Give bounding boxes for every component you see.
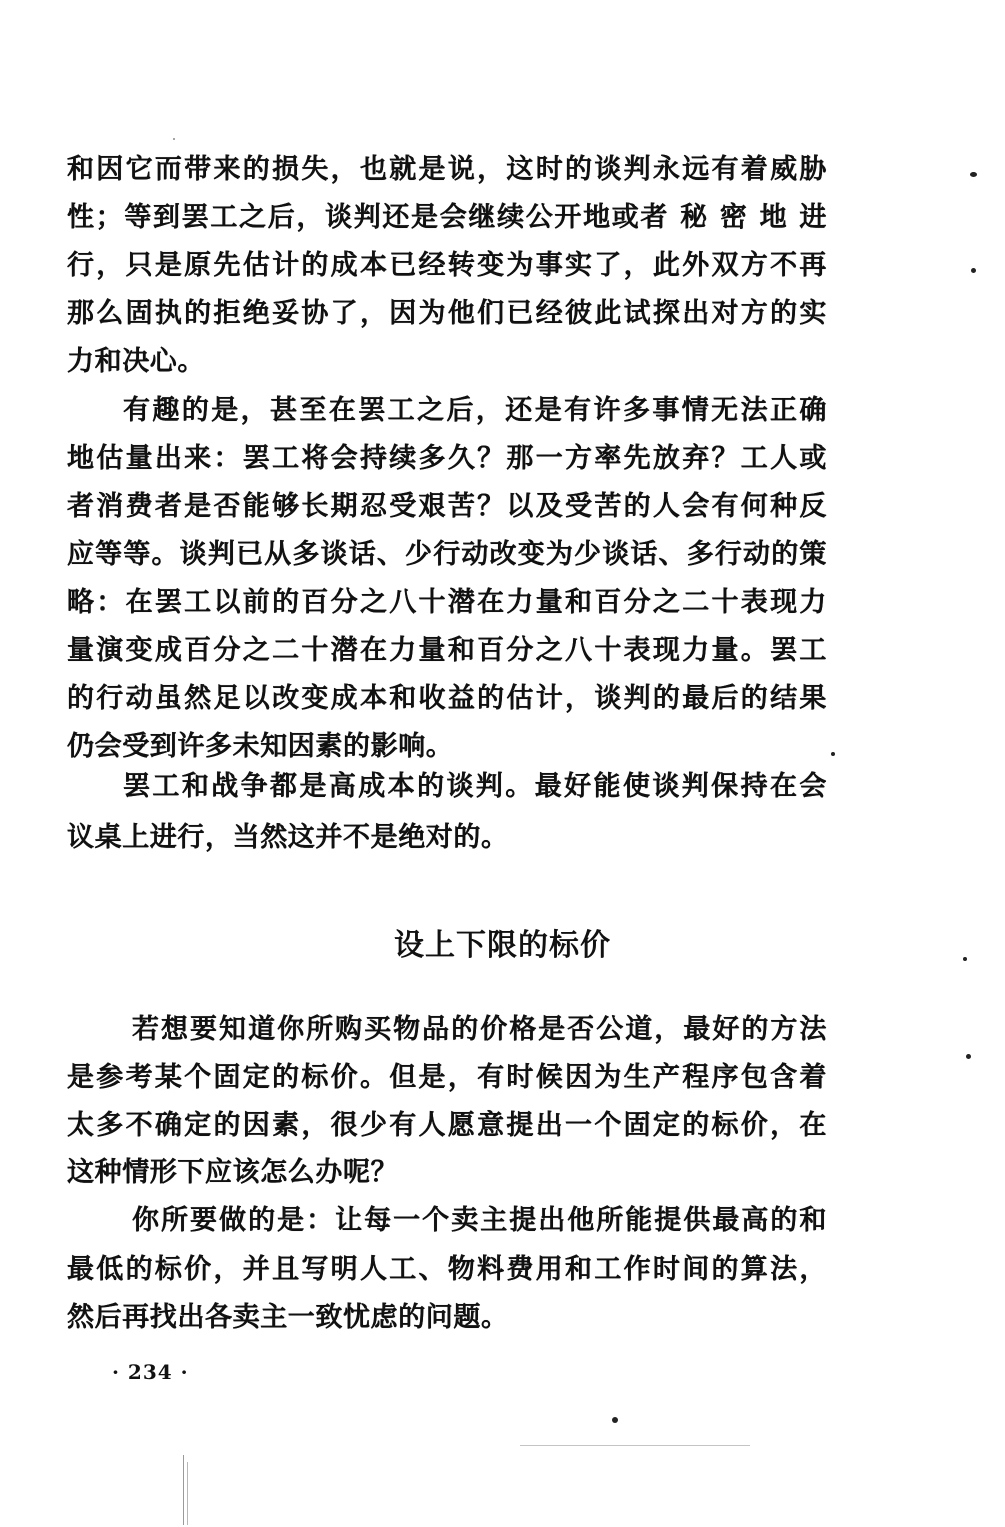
text-line: 应等等。谈判已从多谈话、少行动改变为少谈话、多行动的策	[67, 539, 827, 570]
text-line: 行，只是原先估计的成本已经转变为事实了，此外双方不再	[67, 250, 827, 281]
text-line: 力和决心。	[67, 346, 205, 377]
text-line: 太多不确定的因素，很少有人愿意提出一个固定的标价，在	[67, 1110, 827, 1141]
section-heading: 设上下限的标价	[394, 928, 611, 963]
scan-artifact-line	[183, 1455, 184, 1525]
text-line: 性；等到罢工之后，谈判还是会继续公开地或者 秘 密 地 进	[67, 202, 827, 233]
page-number: · 234 ·	[112, 1360, 189, 1384]
text-line: 略：在罢工以前的百分之八十潜在力量和百分之二十表现力	[67, 587, 827, 618]
text-line: 这种情形下应该怎么办呢？	[67, 1157, 399, 1188]
text-line: 地估量出来：罢工将会持续多久？那一方率先放弃？工人或	[67, 443, 827, 474]
text-line: 然后再找出各卖主一致忧虑的问题。	[67, 1302, 509, 1333]
text-line: 仍会受到许多未知因素的影响。	[67, 731, 454, 762]
text-line: 罢工和战争都是高成本的谈判。最好能使谈判保持在会	[123, 771, 827, 802]
text-line: 量演变成百分之二十潜在力量和百分之八十表现力量。罢工	[67, 635, 827, 666]
scan-speck	[612, 1417, 618, 1423]
text-line: 若想要知道你所购买物品的价格是否公道，最好的方法	[132, 1014, 827, 1045]
text-line: 议桌上进行，当然这并不是绝对的。	[67, 822, 509, 853]
scan-speck	[963, 957, 967, 961]
text-line: 有趣的是，甚至在罢工之后，还是有许多事情无法正确	[123, 395, 827, 426]
text-line: 那么固执的拒绝妥协了，因为他们已经彼此试探出对方的实	[67, 298, 827, 329]
scan-speck	[970, 172, 977, 177]
text-line: 和因它而带来的损失，也就是说，这时的谈判永远有着威胁	[67, 154, 827, 185]
scan-speck	[966, 1054, 971, 1059]
scan-speck	[971, 268, 976, 273]
scan-speck	[831, 752, 835, 756]
text-line: 最低的标价，并且写明人工、物料费用和工作时间的算法，	[67, 1254, 827, 1285]
text-line: 是参考某个固定的标价。但是，有时候因为生产程序包含着	[67, 1062, 827, 1093]
text-line: 的行动虽然足以改变成本和收益的估计，谈判的最后的结果	[67, 683, 827, 714]
scan-artifact-line	[187, 1462, 188, 1525]
scan-artifact-line	[520, 1445, 750, 1446]
text-line: 者消费者是否能够长期忍受艰苦？以及受苦的人会有何种反	[67, 491, 827, 522]
text-line: 你所要做的是：让每一个卖主提出他所能提供最高的和	[132, 1205, 827, 1236]
scan-speck	[173, 138, 175, 140]
